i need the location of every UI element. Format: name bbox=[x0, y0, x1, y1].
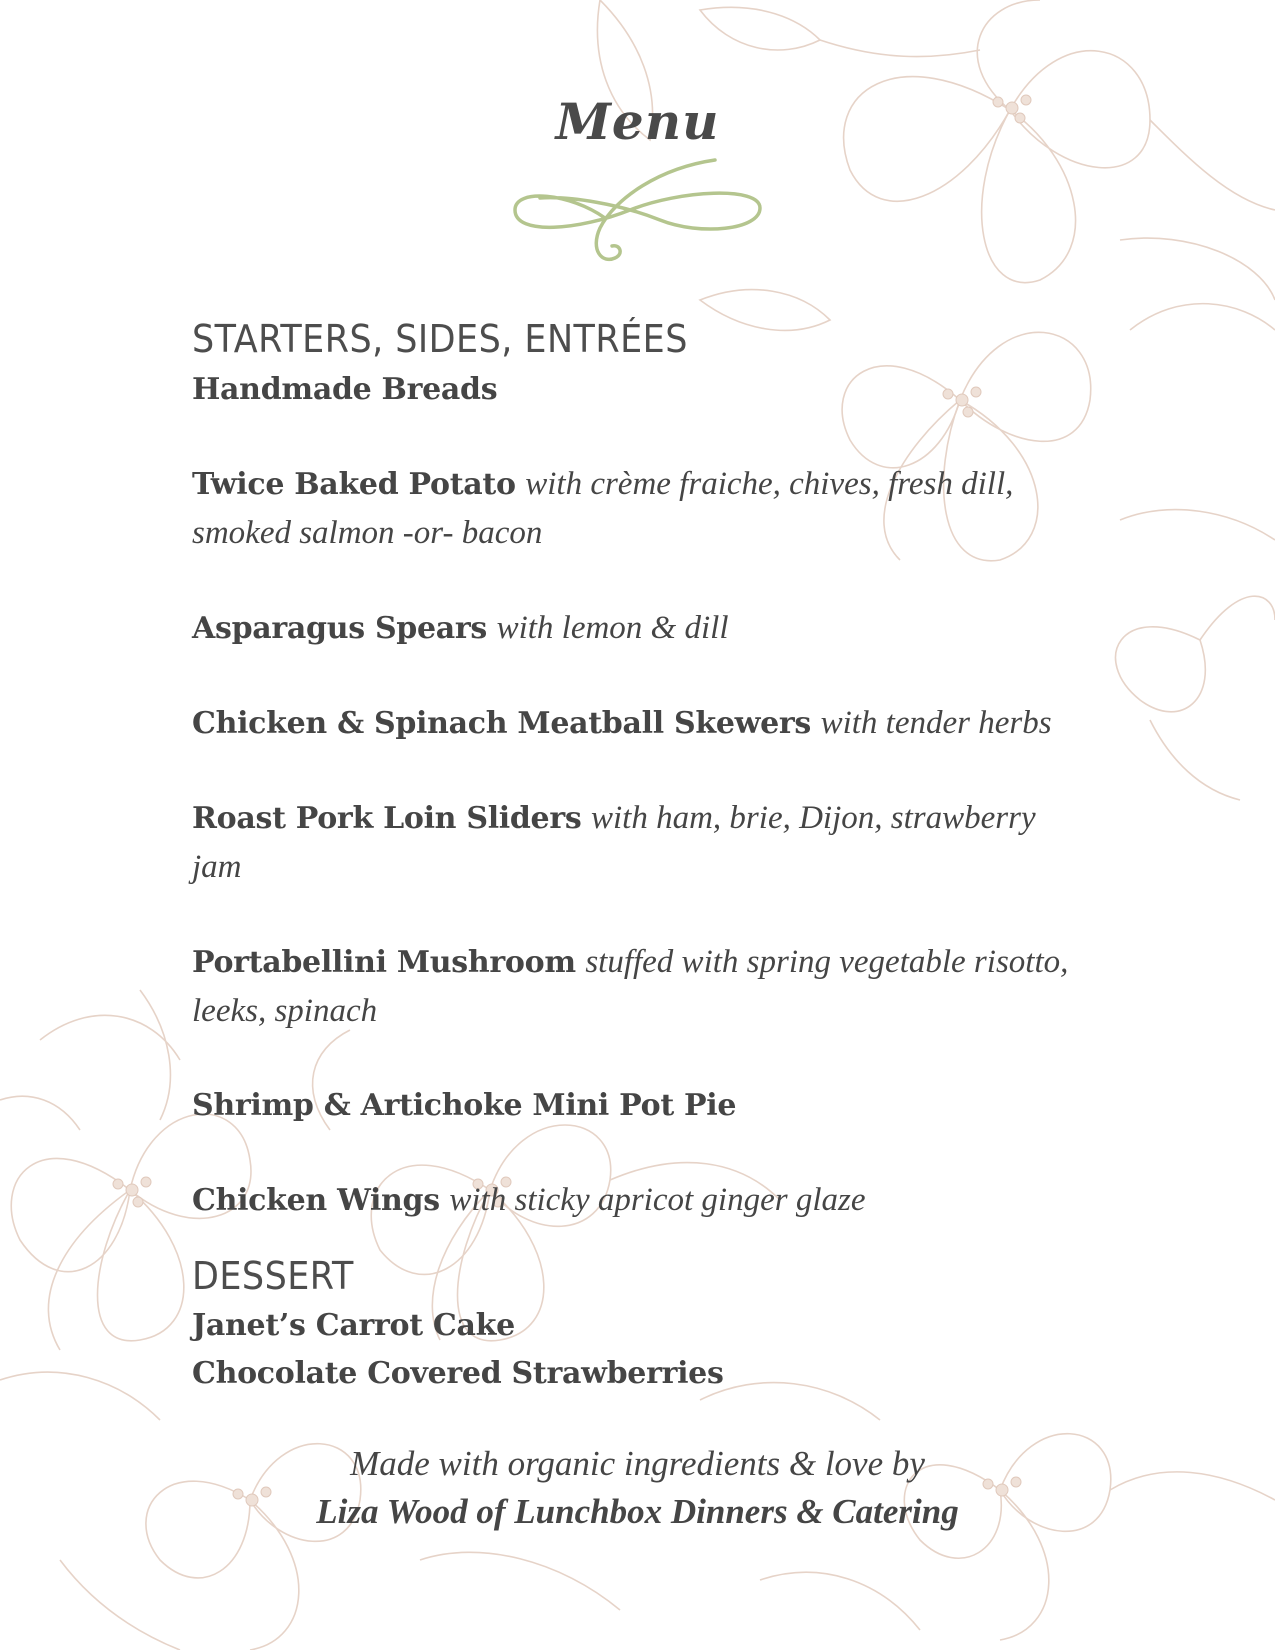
menu-item bbox=[192, 938, 1092, 1036]
footer-tagline: Made with organic ingredients & love by bbox=[350, 1444, 925, 1483]
menu-item-name: Asparagus Spears bbox=[192, 610, 488, 646]
menu-item-name: Portabellini Mushroom bbox=[192, 944, 576, 980]
menu-item bbox=[192, 794, 1092, 892]
menu-title: Menu bbox=[555, 92, 720, 151]
menu-item-name: Twice Baked Potato bbox=[192, 466, 516, 502]
menu-item-description: with sticky apricot ginger glaze bbox=[449, 1181, 866, 1218]
footer-caterer-credit: Liza Wood of Lunchbox Dinners & Catering bbox=[316, 1492, 959, 1531]
menu-item-name: Chicken & Spinach Meatball Skewers bbox=[192, 705, 812, 741]
menu-item bbox=[192, 1082, 1092, 1130]
menu-item-name: Roast Pork Loin Sliders bbox=[192, 800, 582, 836]
menu-item-description: with lemon & dill bbox=[496, 609, 729, 646]
menu-item-name: Chicken Wings bbox=[192, 1182, 440, 1218]
menu-item bbox=[192, 1176, 1092, 1225]
menu-item-name: Chocolate Covered Strawberries bbox=[192, 1356, 724, 1392]
menu-item-description: with crème fraiche, chives, fresh dill, smoked salmon -or- bacon bbox=[192, 465, 1014, 551]
dogwood-flower-right-lower bbox=[1116, 510, 1275, 800]
menu-item-name: Shrimp & Artichoke Mini Pot Pie bbox=[192, 1087, 737, 1123]
menu-item bbox=[192, 1302, 1092, 1350]
menu-item-description: stuffed with spring vegetable risotto, leeks, spinach bbox=[192, 943, 1069, 1029]
section-heading-dessert: DESSERT bbox=[192, 1253, 354, 1298]
menu-item-description: with ham, brie, Dijon, strawberry jam bbox=[192, 799, 1036, 885]
section-heading-starters: STARTERS, SIDES, ENTRÉES bbox=[192, 317, 688, 361]
menu-item-name: Janet’s Carrot Cake bbox=[192, 1308, 515, 1344]
menu-content bbox=[192, 318, 1092, 1398]
menu-item bbox=[192, 460, 1092, 558]
menu-item bbox=[192, 604, 1092, 653]
menu-item bbox=[192, 366, 1092, 414]
menu-item-description: with tender herbs bbox=[820, 704, 1052, 741]
menu-item bbox=[192, 1350, 1092, 1398]
flourish-divider-ornament bbox=[510, 158, 765, 273]
menu-footer bbox=[0, 1440, 1275, 1536]
menu-item bbox=[192, 699, 1092, 748]
menu-item-name: Handmade Breads bbox=[192, 371, 498, 407]
